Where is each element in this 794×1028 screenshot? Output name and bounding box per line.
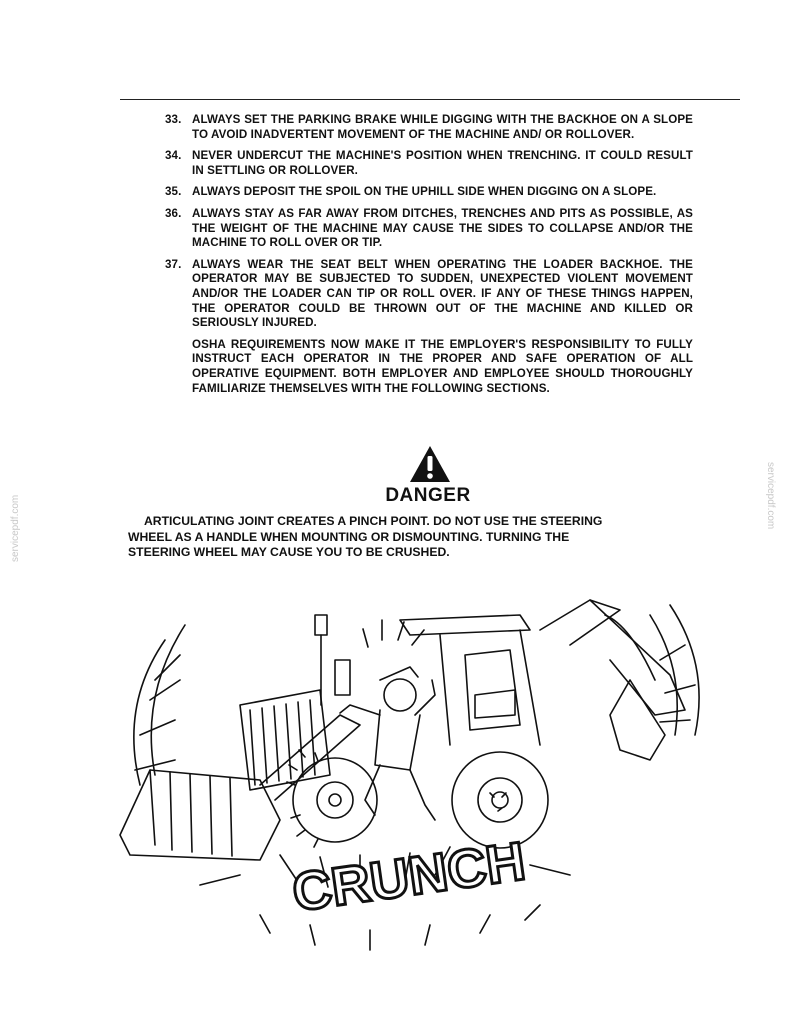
danger-title: DANGER xyxy=(385,485,471,506)
item-text: ALWAYS DEPOSIT THE SPOIL ON THE UPHILL SIDE WHEN DIGGING ON A SLOPE. xyxy=(192,185,657,199)
item-text: ALWAYS WEAR THE SEAT BELT WHEN OPERATING THE LOADER BACKHOE. THE OPERATOR MAY BE SUBJECTED TO SUDDEN, UNEXPECTED VIOLENT MOVEMENT AND/OR THE LOADER CAN TIP OR ROLL OVER. IF ANY OF THESE THINGS HAPPEN, THE OPERATOR COULD BE THROWN OUT OF THE MACHINE AND KILLED OR SERIOUSLY INJURED. xyxy=(192,257,693,330)
watermark-left: servicepdf.com xyxy=(10,494,21,562)
item-number: 36. xyxy=(165,206,182,220)
danger-line: WHEEL AS A HANDLE WHEN MOUNTING OR DISMOUNTING. TURNING THE xyxy=(128,529,570,544)
safety-list xyxy=(165,113,693,396)
item-number: 33. xyxy=(165,113,182,126)
danger-text xyxy=(128,514,728,561)
crunch-text: CRUNCH xyxy=(288,831,529,924)
list-item xyxy=(165,185,693,200)
item-number: 35. xyxy=(165,185,182,199)
header-rule xyxy=(120,99,740,100)
list-item xyxy=(165,207,693,251)
backhoe-crunch-illustration xyxy=(110,585,710,955)
watermark-right: servicepdf.com xyxy=(765,462,776,530)
danger-line: STEERING WHEEL MAY CAUSE YOU TO BE CRUSHED. xyxy=(128,545,450,560)
crunch-lettering xyxy=(289,831,529,923)
item-number: 34. xyxy=(165,149,182,163)
item-number: 37. xyxy=(165,257,182,271)
item-text: NEVER UNDERCUT THE MACHINE'S POSITION WHEN TRENCHING. IT COULD RESULT IN SETTLING OR ROLLOVER. xyxy=(192,149,693,177)
list-item xyxy=(165,258,693,331)
list-item xyxy=(165,149,693,178)
osha-paragraph: OSHA REQUIREMENTS NOW MAKE IT THE EMPLOYER'S RESPONSIBILITY TO FULLY INSTRUCT EACH OPERATOR IN THE PROPER AND SAFE OPERATION OF ALL OPERATIVE EQUIPMENT. BOTH EMPLOYER AND EMPLOYEE SHOULD THOROUGHLY FAMILIARIZE THEMSELVES WITH THE FOLLOWING SECTIONS. xyxy=(192,337,693,395)
item-text: ALWAYS SET THE PARKING BRAKE WHILE DIGGING WITH THE BACKHOE ON A SLOPE TO AVOID INADVERTENT MOVEMENT OF THE MACHINE AND/ OR ROLLOVER. xyxy=(192,113,693,141)
warning-triangle-icon xyxy=(408,444,452,484)
list-item xyxy=(165,113,693,142)
danger-line: ARTICULATING JOINT CREATES A PINCH POINT. DO NOT USE THE STEERING xyxy=(144,514,603,528)
item-text: ALWAYS STAY AS FAR AWAY FROM DITCHES, TRENCHES AND PITS AS POSSIBLE, AS THE WEIGHT OF THE MACHINE MAY CAUSE THE SIDES TO COLLAPSE AND/OR THE MACHINE TO ROLL OVER OR TIP. xyxy=(192,206,693,250)
